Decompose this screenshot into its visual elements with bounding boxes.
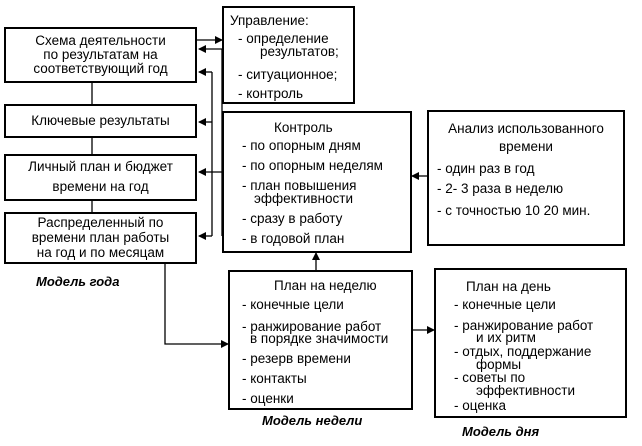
key-results-box bbox=[4, 104, 197, 138]
management-title: Управление: bbox=[230, 13, 309, 28]
day-plan-item: - конечные цели bbox=[454, 297, 556, 312]
distributed-plan-line-1: Распределенный по bbox=[37, 215, 164, 230]
control-title: Контроль bbox=[274, 120, 333, 135]
management-box bbox=[222, 6, 355, 104]
caption-year-model: Модель года bbox=[36, 274, 120, 289]
management-item: результатов; bbox=[260, 44, 339, 59]
control-item: - по опорным дням bbox=[242, 138, 361, 153]
analysis-item: - 2- 3 раза в неделю bbox=[437, 181, 564, 196]
week-plan-item: - оценки bbox=[242, 391, 294, 406]
distributed-plan-line-2: времени план работы bbox=[31, 230, 170, 245]
analysis-item: - один раз в год bbox=[437, 161, 535, 176]
week-plan-item: - резерв времени bbox=[242, 351, 351, 366]
scheme-line-1: Схема деятельности bbox=[35, 33, 166, 48]
control-item: - сразу в работу bbox=[242, 211, 343, 226]
management-item: - контроль bbox=[238, 86, 304, 101]
arrow-distributed-to-week bbox=[165, 263, 228, 344]
week-plan-item: в порядке значимости bbox=[250, 331, 389, 346]
day-plan-item: эффективности bbox=[476, 383, 576, 398]
scheme-line-3: соответствующий год bbox=[33, 61, 168, 76]
week-plan-item: - контакты bbox=[242, 371, 307, 386]
control-item: - план повышения bbox=[242, 178, 357, 193]
week-plan-item: - ранжирование работ bbox=[242, 319, 382, 334]
analysis-title-2: времени bbox=[499, 139, 553, 154]
scheme-box bbox=[4, 27, 197, 83]
control-item: эффективности bbox=[254, 191, 354, 206]
key-results-label: Ключевые результаты bbox=[31, 113, 170, 128]
day-plan-item: - оценка bbox=[454, 398, 507, 413]
analysis-item: - с точностью 10 20 мин. bbox=[437, 203, 591, 218]
week-plan-box bbox=[228, 270, 413, 410]
day-plan-item: - советы по bbox=[454, 370, 526, 385]
control-box bbox=[222, 111, 412, 253]
week-plan-item: - конечные цели bbox=[242, 297, 344, 312]
control-item: - по опорным неделям bbox=[242, 158, 383, 173]
management-item: - определение bbox=[238, 31, 329, 46]
day-plan-item: - ранжирование работ bbox=[454, 318, 594, 333]
analysis-title-1: Анализ использованного bbox=[448, 121, 604, 136]
personal-plan-box bbox=[4, 154, 197, 201]
caption-day-model: Модель дня bbox=[462, 424, 540, 439]
day-plan-title: План на день bbox=[466, 279, 551, 294]
personal-plan-line-1: Личный план и бюджет bbox=[28, 159, 173, 174]
personal-plan-line-2: времени на год bbox=[52, 179, 149, 194]
day-plan-item: и их ритм bbox=[476, 330, 536, 345]
analysis-box bbox=[427, 110, 625, 246]
day-plan-item: формы bbox=[476, 357, 522, 372]
distributed-plan-line-3: на год и по месяцам bbox=[36, 245, 165, 260]
day-plan-box bbox=[434, 268, 627, 418]
scheme-line-2: по результатам на bbox=[43, 47, 158, 62]
management-item: - ситуационное; bbox=[238, 67, 338, 82]
day-plan-item: - отдых, поддержание bbox=[454, 344, 592, 359]
control-item: - в годовой план bbox=[242, 231, 345, 246]
week-plan-title: План на неделю bbox=[274, 278, 377, 293]
distributed-plan-box bbox=[4, 212, 197, 264]
caption-week-model: Модель недели bbox=[262, 413, 363, 428]
